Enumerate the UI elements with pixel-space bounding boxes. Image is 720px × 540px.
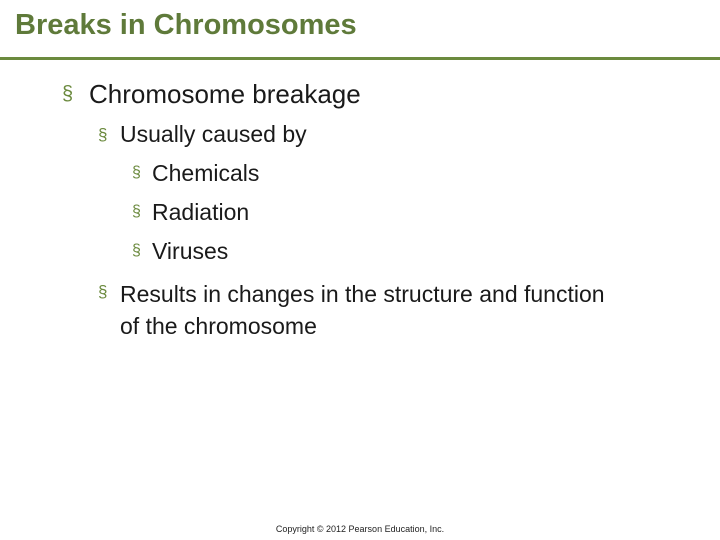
bullet-text: Chromosome breakage <box>89 79 361 109</box>
bullet-marker-icon: § <box>132 164 141 181</box>
copyright-footer <box>0 524 720 534</box>
bullet-text: Radiation <box>152 199 250 225</box>
bullet-chromosome-breakage <box>62 79 361 110</box>
bullet-usually-caused-by <box>98 121 307 148</box>
bullet-marker-icon: § <box>98 282 108 301</box>
bullet-text: Results in changes in the structure and function of the chromosome <box>120 281 605 339</box>
bullet-chemicals <box>132 160 259 187</box>
slide-title: Breaks in Chromosomes <box>15 9 357 41</box>
bullet-text: Viruses <box>152 238 229 264</box>
bullet-radiation <box>132 199 249 226</box>
bullet-marker-icon: § <box>98 125 108 144</box>
bullet-results-in-changes <box>98 278 618 342</box>
bullet-marker-icon: § <box>132 203 141 220</box>
bullet-viruses <box>132 238 228 265</box>
bullet-text: Usually caused by <box>120 121 307 147</box>
bullet-marker-icon: § <box>62 83 74 105</box>
bullet-marker-icon: § <box>132 242 141 259</box>
title-underline <box>0 57 720 60</box>
bullet-text: Chemicals <box>152 160 260 186</box>
copyright-text: Copyright © 2012 Pearson Education, Inc. <box>275 524 445 534</box>
